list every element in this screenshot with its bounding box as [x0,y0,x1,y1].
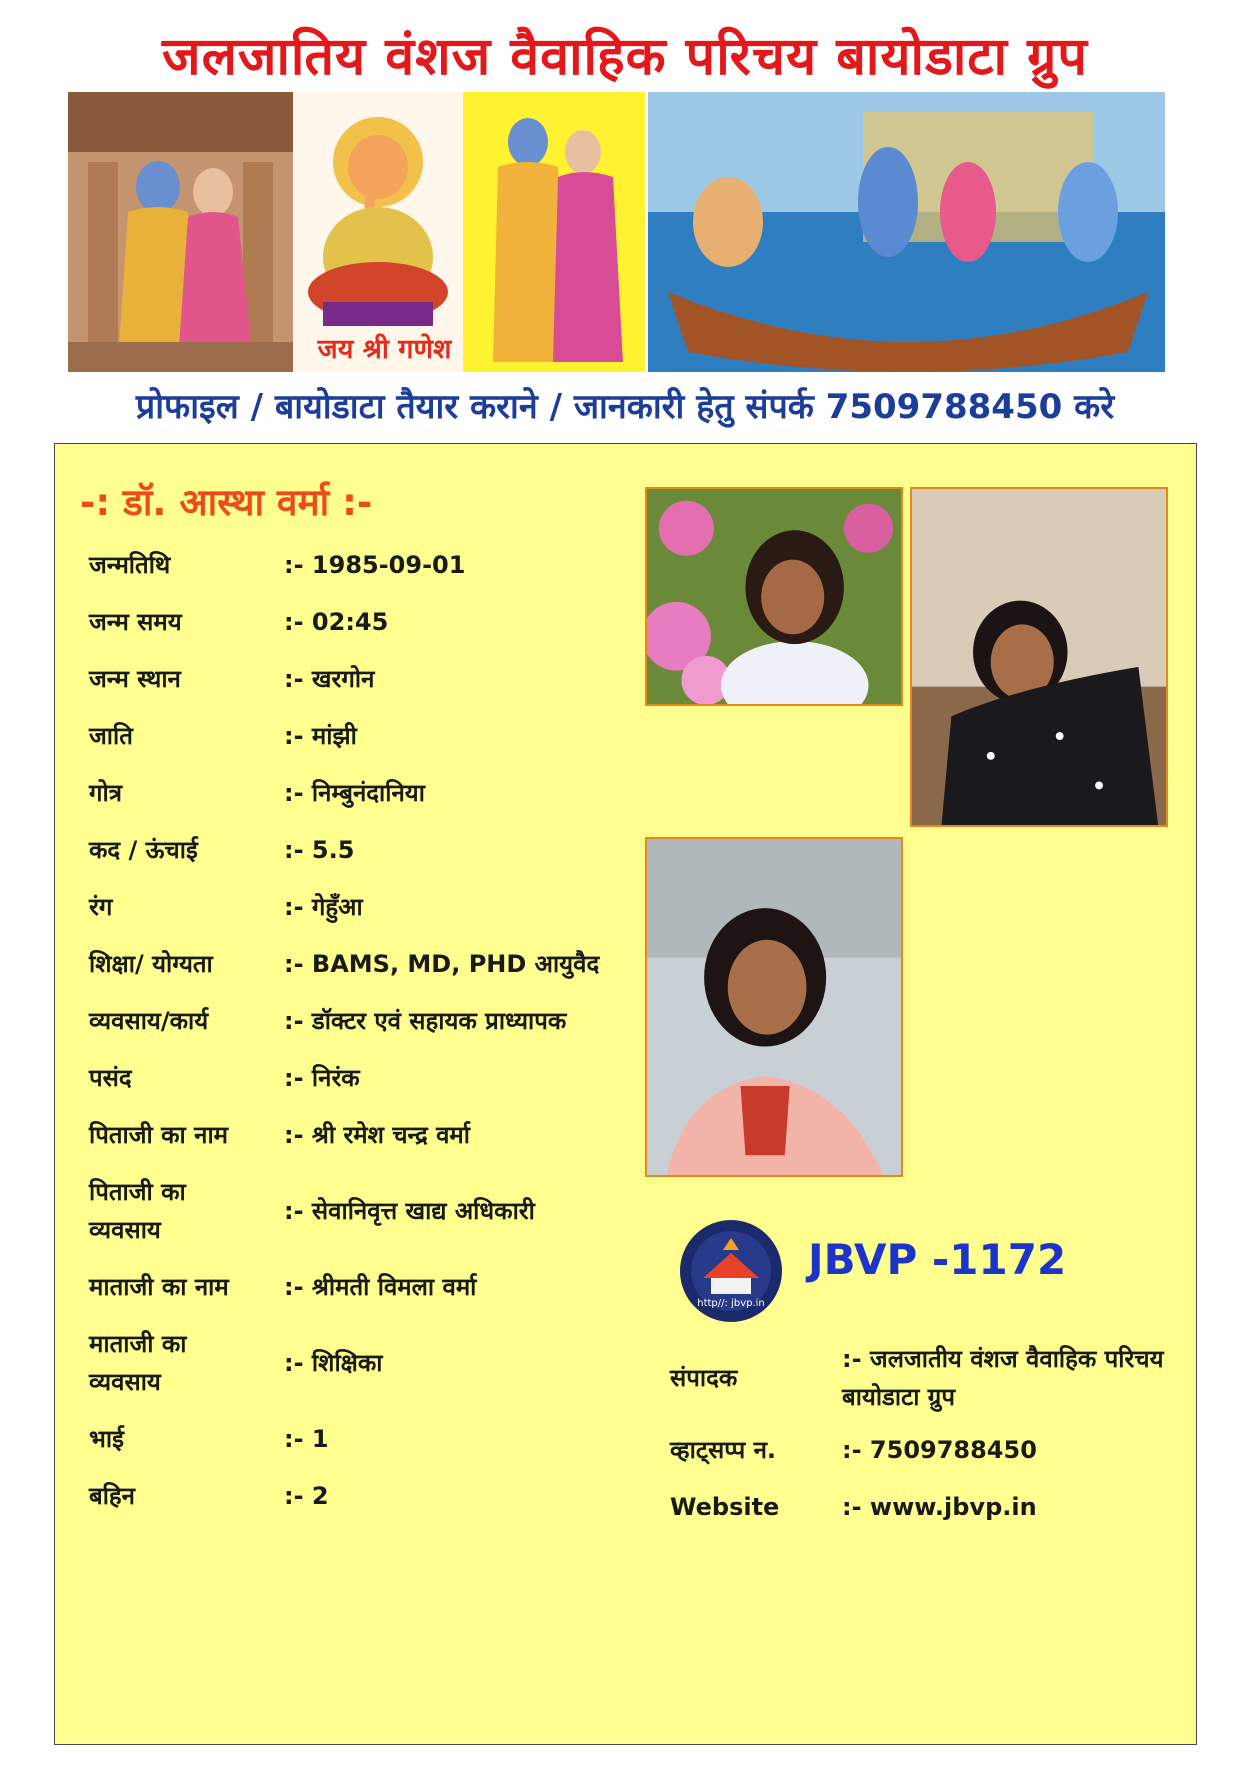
profile-photo-1 [645,487,903,706]
editor-value: :- 7509788450 [842,1436,1037,1464]
editor-label: व्हाट्सप्प न. [670,1436,777,1464]
field-value: :- निरंक [284,1064,360,1092]
field-label: जन्म स्थान [89,665,181,693]
logo-text: http//: jbvp.in [697,1298,765,1309]
editor-label: Website [670,1493,780,1521]
field-value: :- 5.5 [284,836,355,864]
editor-label: संपादक [670,1364,738,1392]
field-label: गोत्र [89,779,122,807]
field-label: पिताजी का व्यवसाय [89,1178,186,1244]
field-value: :- डॉक्टर एवं सहायक प्राध्यापक [284,1007,567,1035]
field-label: जाति [89,722,133,750]
field-value: :- सेवानिवृत्त खाद्य अधिकारी [284,1197,535,1225]
field-label: बहिन [89,1482,135,1510]
contact-line: प्रोफाइल / बायोडाटा तैयार कराने / जानकारी हेतु संपर्क 7509788450 करे [135,387,1115,427]
field-value: :- मांझी [284,722,357,750]
banner-image-ram-boat [648,92,1165,372]
field-label: पिताजी का नाम [89,1121,229,1149]
field-label: पसंद [89,1064,132,1092]
editor-row-publisher [670,1340,1190,1416]
page-title: जलजातिय वंशज वैवाहिक परिचय बायोडाटा ग्रुप [162,27,1088,87]
field-label: जन्म समय [89,608,182,636]
banner-image-ram-sita-wedding [68,92,293,372]
field-value: :- श्रीमती विमला वर्मा [284,1273,477,1301]
field-label: शिक्षा/ योग्यता [89,950,213,978]
banner-image-ram-sita [463,92,645,372]
field-value: :- शिक्षिका [284,1349,383,1377]
field-value: :- निम्बुनंदानिया [284,779,425,807]
field-value: :- 02:45 [284,608,389,636]
profile-name: -: डॉ. आस्था वर्मा :- [80,481,373,524]
field-value: :- 2 [284,1482,329,1510]
profile-photo-2 [910,487,1168,827]
banner-caption: जय श्री गणेश [297,330,472,370]
editor-value: :- जलजातीय वंशज वैवाहिक परिचय बायोडाटा ग्रुप [842,1345,1164,1411]
field-label: रंग [89,893,113,921]
field-label: माताजी का नाम [89,1273,229,1301]
field-value: :- BAMS, MD, PHD आयुवैद [284,950,600,978]
field-label: जन्मतिथि [89,551,171,579]
field-value: :- गेहुँआ [284,893,363,921]
field-label: माताजी का व्यवसाय [89,1330,187,1396]
field-value: :- 1985-09-01 [284,551,466,579]
profile-photo-3 [645,837,903,1177]
field-label: कद / ऊंचाई [89,836,198,864]
jbvp-logo [678,1218,784,1324]
field-value: :- 1 [284,1425,329,1453]
profile-id: JBVP -1172 [808,1235,1067,1284]
field-label: भाई [89,1425,124,1453]
editor-value: :- www.jbvp.in [842,1493,1037,1521]
field-value: :- श्री रमेश चन्द्र वर्मा [284,1121,470,1149]
field-label: व्यवसाय/कार्य [89,1007,209,1035]
field-value: :- खरगोन [284,665,375,693]
